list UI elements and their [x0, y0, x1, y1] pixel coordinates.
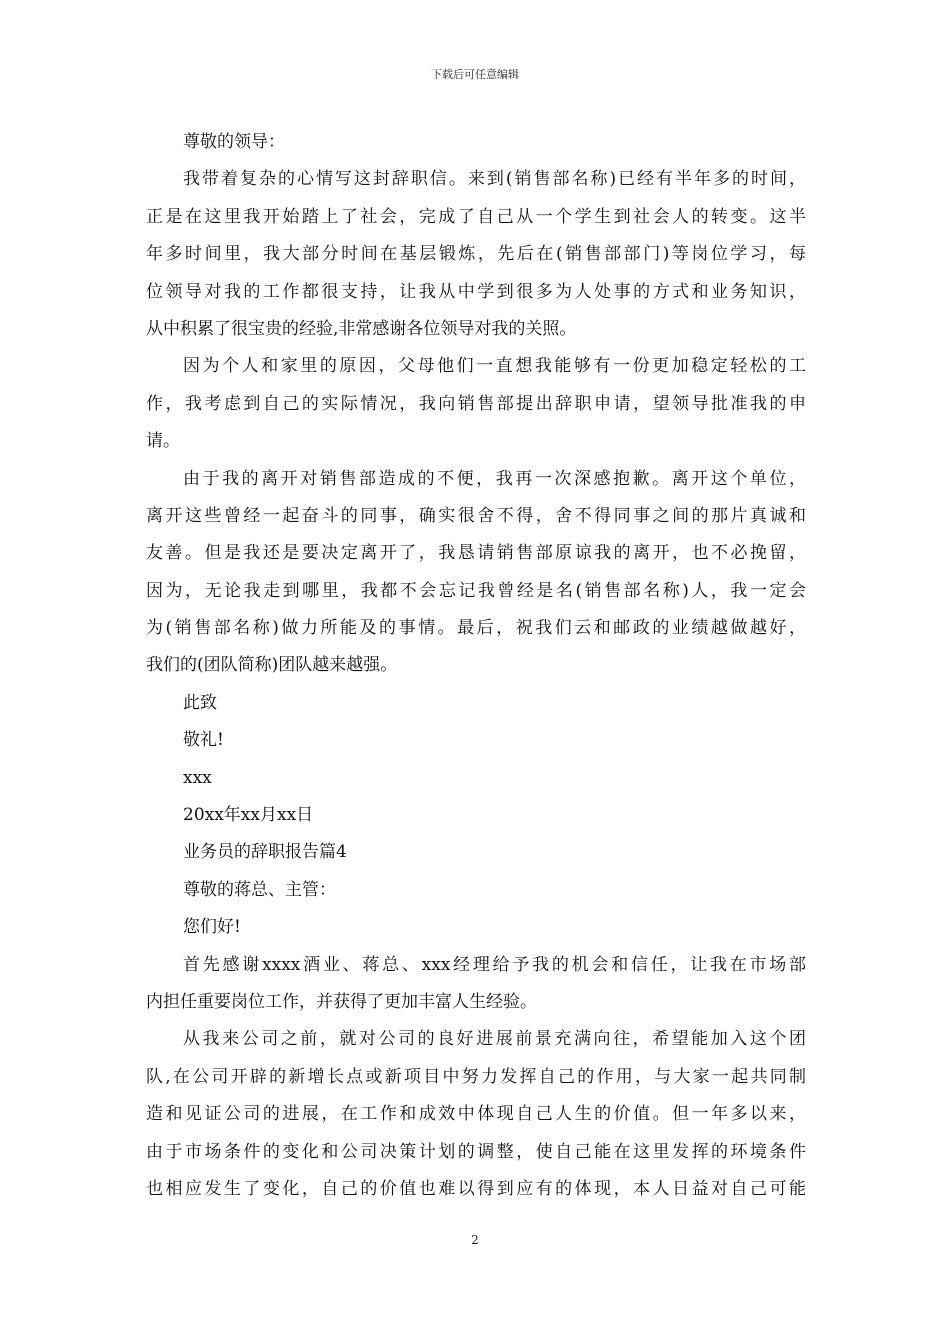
text-line: 首先感谢xxxx酒业、蒋总、xxx经理给予我的机会和信任，让我在市场部 — [183, 954, 806, 975]
text-line: 队,在公司开辟的新增长点或新项目中努力发挥自己的作用，与大家一起共同制 — [146, 1066, 806, 1087]
text-line: 年多时间里，我大部分时间在基层锻炼，先后在(销售部部门)等岗位学习，每 — [146, 244, 806, 265]
text-line: 由于市场条件的变化和公司决策计划的调整，使自己能在这里发挥的环境条件 — [146, 1141, 806, 1162]
text-line: 作，我考虑到自己的实际情况，我向销售部提出辞职申请，望领导批准我的申 — [146, 393, 806, 414]
text-line: 从我来公司之前，就对公司的良好进展前景充满向往，希望能加入这个团 — [183, 1029, 806, 1050]
text-line: 尊敬的领导： — [183, 132, 285, 152]
text-line: 离开这些曾经一起奋斗的同事，确实很舍不得，舍不得同事之间的那片真诚和 — [146, 505, 806, 526]
page-number: 2 — [471, 1233, 479, 1247]
text-line: 此致 — [183, 692, 217, 713]
text-line: 内担任重要岗位工作，并获得了更加丰富人生经验。 — [146, 991, 537, 1012]
text-line: 尊敬的蒋总、主管： — [183, 879, 336, 900]
text-line: 20xx年xx月xx日 — [183, 805, 314, 826]
text-line: 由于我的离开对销售部造成的不便，我再一次深感抱歉。离开这个单位， — [183, 468, 806, 489]
text-line: 因为个人和家里的原因，父母他们一直想我能够有一份更加稳定轻松的工 — [183, 356, 806, 377]
text-line: 为(销售部名称)做力所能及的事情。最后，祝我们云和邮政的业绩越做越好， — [146, 618, 806, 639]
text-line: 也相应发生了变化，自己的价值也难以得到应有的体现，本人日益对自己可能 — [146, 1178, 806, 1199]
text-line: 正是在这里我开始踏上了社会，完成了自己从一个学生到社会人的转变。这半 — [146, 206, 806, 227]
text-line: 因为，无论我走到哪里，我都不会忘记我曾经是名(销售部名称)人，我一定会 — [146, 580, 806, 601]
text-line: 我们的(团队简称)团队越来越强。 — [146, 655, 398, 676]
document-body — [146, 124, 806, 1208]
text-line: 位领导对我的工作都很支持，让我从中学到很多为人处事的方式和业务知识， — [146, 281, 806, 302]
text-line: 敬礼! — [183, 730, 224, 751]
text-line: 友善。但是我还是要决定离开了，我恳请销售部原谅我的离开，也不必挽留， — [146, 543, 806, 564]
text-line: 业务员的辞职报告篇4 — [183, 842, 347, 863]
text-line: 从中积累了很宝贵的经验,非常感谢各位领导对我的关照。 — [146, 318, 577, 339]
text-line: 我带着复杂的心情写这封辞职信。来到(销售部名称)已经有半年多的时间， — [183, 169, 806, 190]
text-line: 您们好! — [183, 917, 241, 938]
page-header: 下载后可任意编辑 — [431, 68, 519, 81]
text-line: 造和见证公司的进展，在工作和成效中体现自己人生的价值。但一年多以来， — [146, 1104, 806, 1125]
text-line: xxx — [183, 767, 212, 788]
text-line: 请。 — [146, 431, 180, 452]
